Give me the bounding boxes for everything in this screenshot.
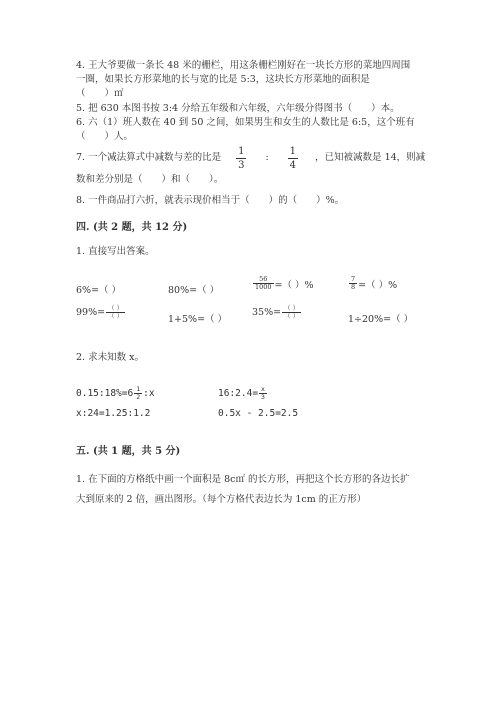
q7-fraction-2-denominator: 4 <box>289 159 297 171</box>
section-4-heading: 四. (共 2 题，共 12 分) <box>76 222 188 233</box>
fraction-56-1000-denominator: 1000 <box>255 283 272 291</box>
equation-2 <box>218 386 268 401</box>
fraction-blank-2-numerator: （ ） <box>284 304 300 312</box>
q7-prefix: 7. 一个减法算式中减数与差的比是 <box>76 152 222 163</box>
equation-1-fraction-denominator: 2 <box>136 393 141 401</box>
section-5-q1-line1: 1. 在下面的方格纸中画一个面积是 8c㎡ 的长方形，再把这个长方形的各边长扩 <box>76 474 410 485</box>
answer-7-over-8 <box>348 276 397 291</box>
equation-1 <box>76 386 155 401</box>
fraction-blank-1-denominator: （ ） <box>108 312 124 320</box>
fraction-blank-1-numerator: （ ） <box>108 304 124 312</box>
q8-text: 8. 一件商品打六折，就表示现价相当于（ ）的（ ）%。 <box>76 195 345 206</box>
q6-line2: （ ）人。 <box>76 131 134 142</box>
equation-1-fraction <box>134 386 142 401</box>
equation-1-fraction-numerator: 1 <box>136 385 141 393</box>
q4-line2: 一圈，如果长方形菜地的长与宽的比是 5:3，这块长方形菜地的面积是 <box>76 74 370 85</box>
answer-80-percent: 80%=（ ） <box>168 285 220 296</box>
section-4-q1-title: 1. 直接写出答案。 <box>76 246 155 257</box>
equation-2-fraction-denominator: 3 <box>261 393 265 401</box>
fraction-7-8 <box>349 276 357 291</box>
q7-fraction-1-numerator: 1 <box>238 145 245 157</box>
q4-line3: （ ）㎡ <box>76 88 124 99</box>
answer-56-over-1000 <box>252 276 314 291</box>
q6-line1: 6. 六（1）班人数在 40 到 50 之间，如果男生和女生的人数比是 6:5，这个班有 <box>76 117 415 128</box>
q7-ratio-colon: : <box>265 152 269 163</box>
answer-99-percent-lead: 99%= <box>76 307 106 318</box>
answer-6-percent: 6%=（ ） <box>76 285 122 296</box>
answer-99-percent <box>76 305 126 320</box>
equation-1-rest: :x <box>143 388 155 399</box>
fraction-56-1000-numerator: 56 <box>253 276 274 284</box>
fraction-blank-2 <box>282 305 301 320</box>
q7-fraction-2-numerator: 1 <box>289 145 297 157</box>
q7-line2: 数和差分别是（ ）和（ ）。 <box>76 174 224 185</box>
q7-line1 <box>76 146 425 170</box>
q7-fraction-2 <box>288 145 298 172</box>
section-4-q2-title: 2. 求未知数 x。 <box>76 352 144 363</box>
answer-1-div-20-percent: 1÷20%=（ ） <box>348 314 414 325</box>
fraction-blank-1 <box>106 305 125 320</box>
answer-35-percent-lead: 35%= <box>252 307 282 318</box>
equation-1-lead: 0.15:18%=6 <box>76 388 134 399</box>
q7-fraction-1-denominator: 3 <box>238 159 245 171</box>
answer-35-percent <box>252 305 302 320</box>
answer-7-over-8-rest: =（ ）% <box>358 279 398 291</box>
section-5-q1-line2: 大到原来的 2 倍，画出图形。（每个方格代表边长为 1cm 的正方形） <box>76 494 367 505</box>
q4-line1: 4. 王大爷要做一条长 48 米的栅栏，用这条栅栏刚好在一块长方形的菜地四周围 <box>76 60 411 71</box>
equation-2-lead: 16:2.4= <box>218 388 259 399</box>
equation-2-fraction <box>259 386 267 401</box>
answer-1-plus-5-percent: 1+5%=（ ） <box>168 314 228 325</box>
q5-text: 5. 把 630 本图书按 3:4 分给五年级和六年级，六年级分得图书（ ）本。 <box>76 103 400 114</box>
fraction-7-8-denominator: 8 <box>351 283 356 291</box>
fraction-56-1000 <box>253 276 274 291</box>
q7-fraction-1 <box>236 145 246 172</box>
equation-3: x:24=1.25:1.2 <box>76 408 151 419</box>
fraction-blank-2-denominator: （ ） <box>284 312 300 320</box>
section-5-heading: 五. (共 1 题，共 5 分) <box>76 446 181 457</box>
answer-56-over-1000-rest: =（ ）% <box>274 279 314 291</box>
equation-2-fraction-numerator: x <box>261 385 265 393</box>
fraction-7-8-numerator: 7 <box>351 275 356 283</box>
equation-4: 0.5x - 2.5=2.5 <box>218 408 299 419</box>
q7-suffix: ，已知被减数是 14，则减 <box>315 152 426 163</box>
